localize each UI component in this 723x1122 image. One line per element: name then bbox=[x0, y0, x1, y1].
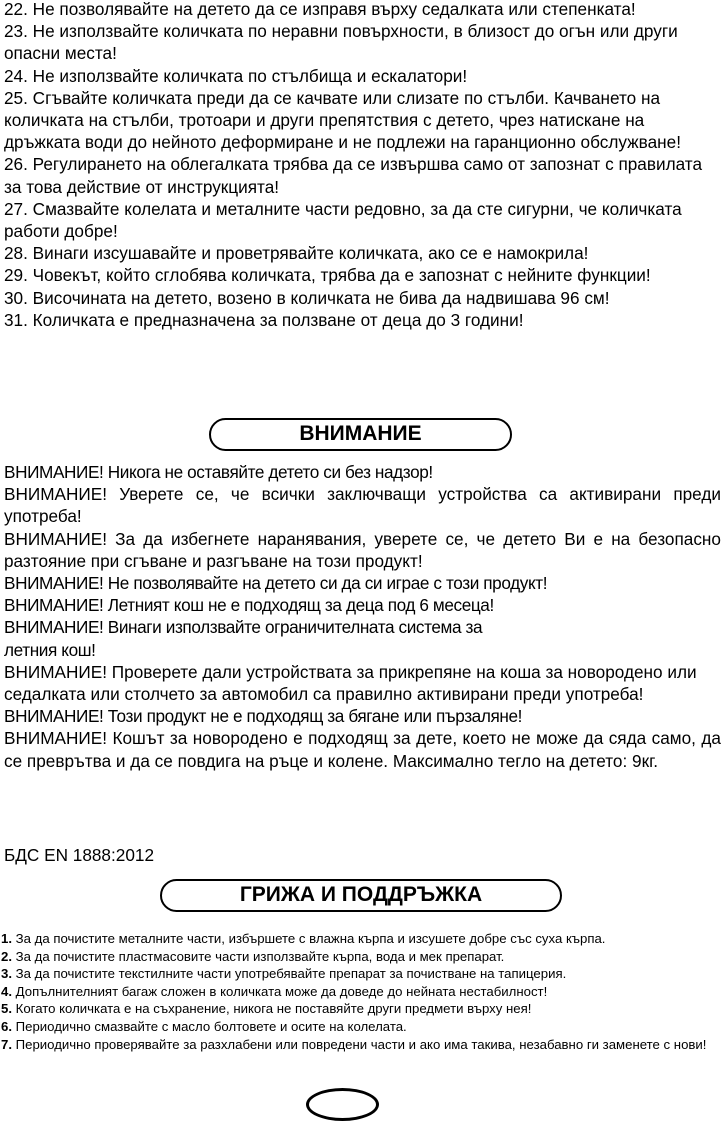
care-item bbox=[1, 1018, 717, 1036]
warning-item: ВНИМАНИЕ! Проверете дали устройствата за прикрепяне на коша за новородено или седалката или столчето за автомобил са правилно активирани преди употреба! bbox=[4, 661, 697, 705]
rule-item: 27. Смазвайте колелата и металните части редовно, за да сте сигурни, че количката работи добре! bbox=[4, 198, 682, 242]
care-item-number: 6. bbox=[1, 1018, 12, 1034]
care-item bbox=[1, 1000, 717, 1018]
safety-rules-list bbox=[4, 0, 720, 331]
rule-item: 22. Не позволявайте на детето да се изправя върху седалката или степенката! bbox=[4, 0, 636, 19]
care-item bbox=[1, 965, 717, 983]
care-item bbox=[1, 930, 717, 948]
warning-section-title: ВНИМАНИЕ bbox=[299, 422, 422, 445]
care-item-number: 7. bbox=[1, 1036, 12, 1052]
care-item-number: 1. bbox=[1, 931, 12, 946]
warning-item: ВНИМАНИЕ! Винаги използвайте ограничителната система за bbox=[4, 617, 483, 638]
care-item bbox=[1, 1036, 717, 1054]
rule-item: 23. Не използвайте количката по неравни повърхности, в близост до огън или други опасни места! bbox=[4, 21, 678, 64]
care-item-text: Периодично проверявайте за разхлабени или повредени части и ако има такива, незабавно ги заменете с нови! bbox=[12, 1036, 707, 1052]
warning-item: ВНИМАНИЕ! Летният кош не е подходящ за деца под 6 месеца! bbox=[4, 595, 494, 616]
warning-item: ВНИМАНИЕ! Уверете се, че всички заключващи устройства са активирани преди употреба! bbox=[4, 484, 721, 527]
care-item-number: 4. bbox=[1, 983, 12, 999]
warning-section-header bbox=[209, 418, 512, 451]
warning-item: ВНИМАНИЕ! Кошът за новородено е подходящ за дете, което не може да сяда само, да се преврътва и да се повдига на ръце и колене. Максимално тегло на детето: 9кг. bbox=[4, 728, 721, 771]
care-item bbox=[1, 983, 717, 1001]
care-item bbox=[1, 948, 717, 966]
rule-item: 28. Винаги изсушавайте и проветрявайте количката, ако се е намокрила! bbox=[4, 243, 589, 264]
page-number-oval bbox=[306, 1088, 379, 1121]
rule-item: 25. Сгъвайте количката преди да се качвате или слизате по стълби. Качването на количката на стълби, тротоари и други препятствия с детето, чрез натискане на дръжката води до нейното деформиране и не подлежи на гаранционно обслужване! bbox=[4, 87, 681, 153]
care-section-header bbox=[160, 879, 562, 912]
warning-item: ВНИМАНИЕ! За да избегнете наранявания, уверете се, че детето Ви е на безопасно разтояние при сгъване и разгъване на този продукт! bbox=[4, 528, 721, 571]
care-section-title: ГРИЖА И ПОДДРЪЖКА bbox=[239, 883, 483, 906]
care-item-text: Когато количката е на съхранение, никога не поставяйте други предмети върху нея! bbox=[12, 1001, 532, 1017]
care-item-number: 5. bbox=[1, 1001, 12, 1017]
rule-item: 29. Човекът, който сглобява количката, трябва да е запознат с нейните функции! bbox=[4, 265, 651, 286]
care-item-number: 2. bbox=[1, 948, 12, 964]
rule-item: 31. Количката е предназначена за ползване от деца до 3 години! bbox=[4, 309, 524, 330]
rule-item: 26. Регулирането на облегалката трябва да се извършва само от запознат с правилата за това действие от инструкцията! bbox=[4, 154, 703, 197]
care-item-number: 3. bbox=[1, 966, 12, 982]
rule-item: 30. Височината на детето, возено в количката не бива да надвишава 96 см! bbox=[4, 287, 610, 308]
care-item-text: За да почистите пластмасовите части използвайте кърпа, вода и мек препарат. bbox=[12, 948, 505, 964]
care-item-text: За да почистите текстилните части употребявайте препарат за почистване на тапицерия. bbox=[12, 966, 567, 982]
warning-item-continued: летния кош! bbox=[4, 639, 96, 660]
warning-item: ВНИМАНИЕ! Не позволявайте на детето си да си играе с този продукт! bbox=[4, 573, 548, 594]
care-item-text: Допълнителният багаж сложен в количката може да доведе до нейната нестабилност! bbox=[12, 983, 548, 999]
care-instructions-list bbox=[1, 930, 717, 1053]
care-item-text: Периодично смазвайте с масло болтовете и осите на колелата. bbox=[12, 1018, 407, 1034]
warnings-list bbox=[4, 461, 721, 772]
care-item-text: За да почистите металните части, избършете с влажна кърпа и изсушете добре със суха кърпа. bbox=[12, 931, 606, 946]
rule-item: 24. Не използвайте количката по стълбища и ескалатори! bbox=[4, 65, 468, 86]
standard-reference: БДС EN 1888:2012 bbox=[4, 845, 155, 865]
warning-item: ВНИМАНИЕ! Този продукт не е подходящ за бягане или пързаляне! bbox=[4, 706, 522, 727]
warning-item: ВНИМАНИЕ! Никога не оставяйте детето си без надзор! bbox=[4, 462, 433, 482]
